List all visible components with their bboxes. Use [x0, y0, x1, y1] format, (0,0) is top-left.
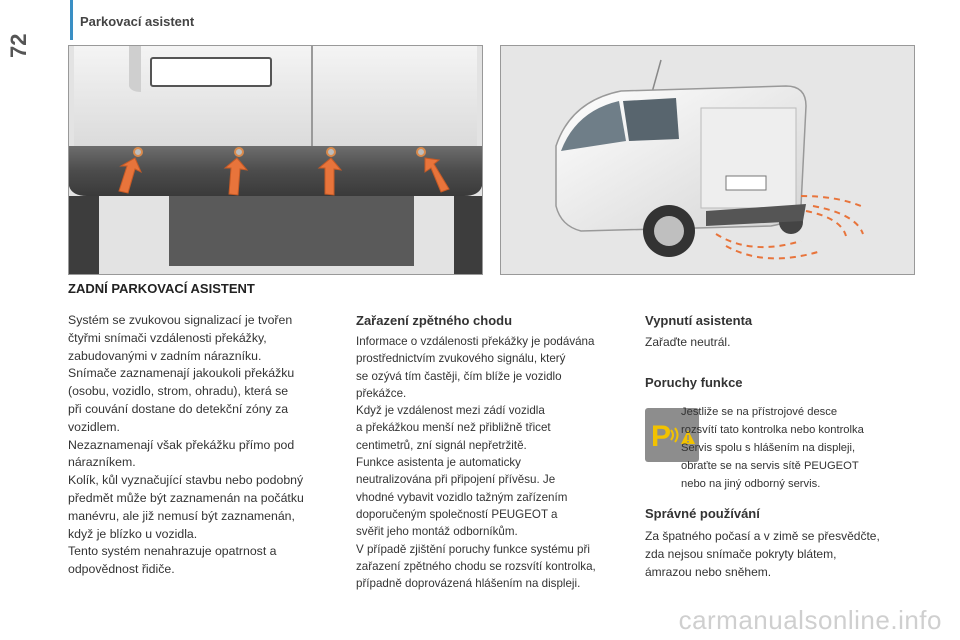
malfunction-heading: Poruchy funkce: [645, 375, 743, 390]
malfunction-text: Jestliže se na přístrojové desce rozsvítí tato kontrolka nebo kontrolka Servis spolu s hlášením na displeji, obraťte se na servis sítě PEUGEOT nebo na jiný odborný servis.: [681, 406, 864, 490]
reverse-gear-heading: Zařazení zpětného chodu: [356, 313, 513, 328]
disable-assistant-text: Zařaďte neutrál.: [645, 335, 731, 349]
intro-text: Systém se zvukovou signalizací je tvořen čtyřmi snímači vzdálenosti překážky, zabudovanými v zadním nárazníku. Snímače zaznamenají jakoukoli překážku (osobu, vozidlo, strom, ohradu), která se při couvání dostane do detekční zóny za vozidlem. Nezaznamenají však překážku přímo pod nárazníkem. Kolík, kůl vyznačující stavbu nebo podobný předmět může být zaznamenán na počátku manévru, ale již nemusí být zaznamenán, když je blízko u vozidla. Tento systém nenahrazuje opatrnost a odpovědnost řidiče.: [68, 313, 304, 577]
intro-column: [68, 312, 338, 579]
reverse-gear-column: [356, 333, 631, 592]
van-rear-detection-illustration: [500, 45, 915, 275]
proper-use-heading: Správné používání: [645, 506, 760, 521]
section-title: Parkovací asistent: [80, 14, 195, 29]
section-accent-bar: [70, 0, 73, 40]
watermark: carmanualsonline.info: [678, 605, 942, 635]
disable-assistant-heading: Vypnutí asistenta: [645, 313, 753, 328]
svg-text:P: P: [651, 420, 672, 453]
malfunction-column: [681, 403, 916, 493]
page-number: 72: [6, 33, 31, 58]
main-heading: ZADNÍ PARKOVACÍ ASISTENT: [68, 281, 255, 296]
proper-use-text: Za špatného počasí a v zimě se přesvědčte, zda nejsou snímače pokryty blátem, ámrazou nebo sněhem.: [645, 529, 880, 579]
rear-bumper-sensors-illustration: [68, 45, 483, 275]
reverse-gear-text: Informace o vzdálenosti překážky je podávána prostřednictvím zvukového signálu, který se ozývá tím častěji, čím blíže je vozidlo překážce. Když je vzdálenost mezi zádí vozidla a překážkou menší než přibližně třicet centimetrů, zní signál nepřetržitě. Funkce asistenta je automaticky neutralizována při připojení přívěsu. Je vhodné vybavit vozidlo tažným zařízením doporučeným společností PEUGEOT a svěřit jeho montáž odborníkům. V případě zjištění poruchy funkce systému při zařazení zpětného chodu se rozsvítí kontrolka, případně doprovázená hlášením na displeji.: [356, 335, 596, 591]
proper-use-column: [645, 527, 920, 581]
